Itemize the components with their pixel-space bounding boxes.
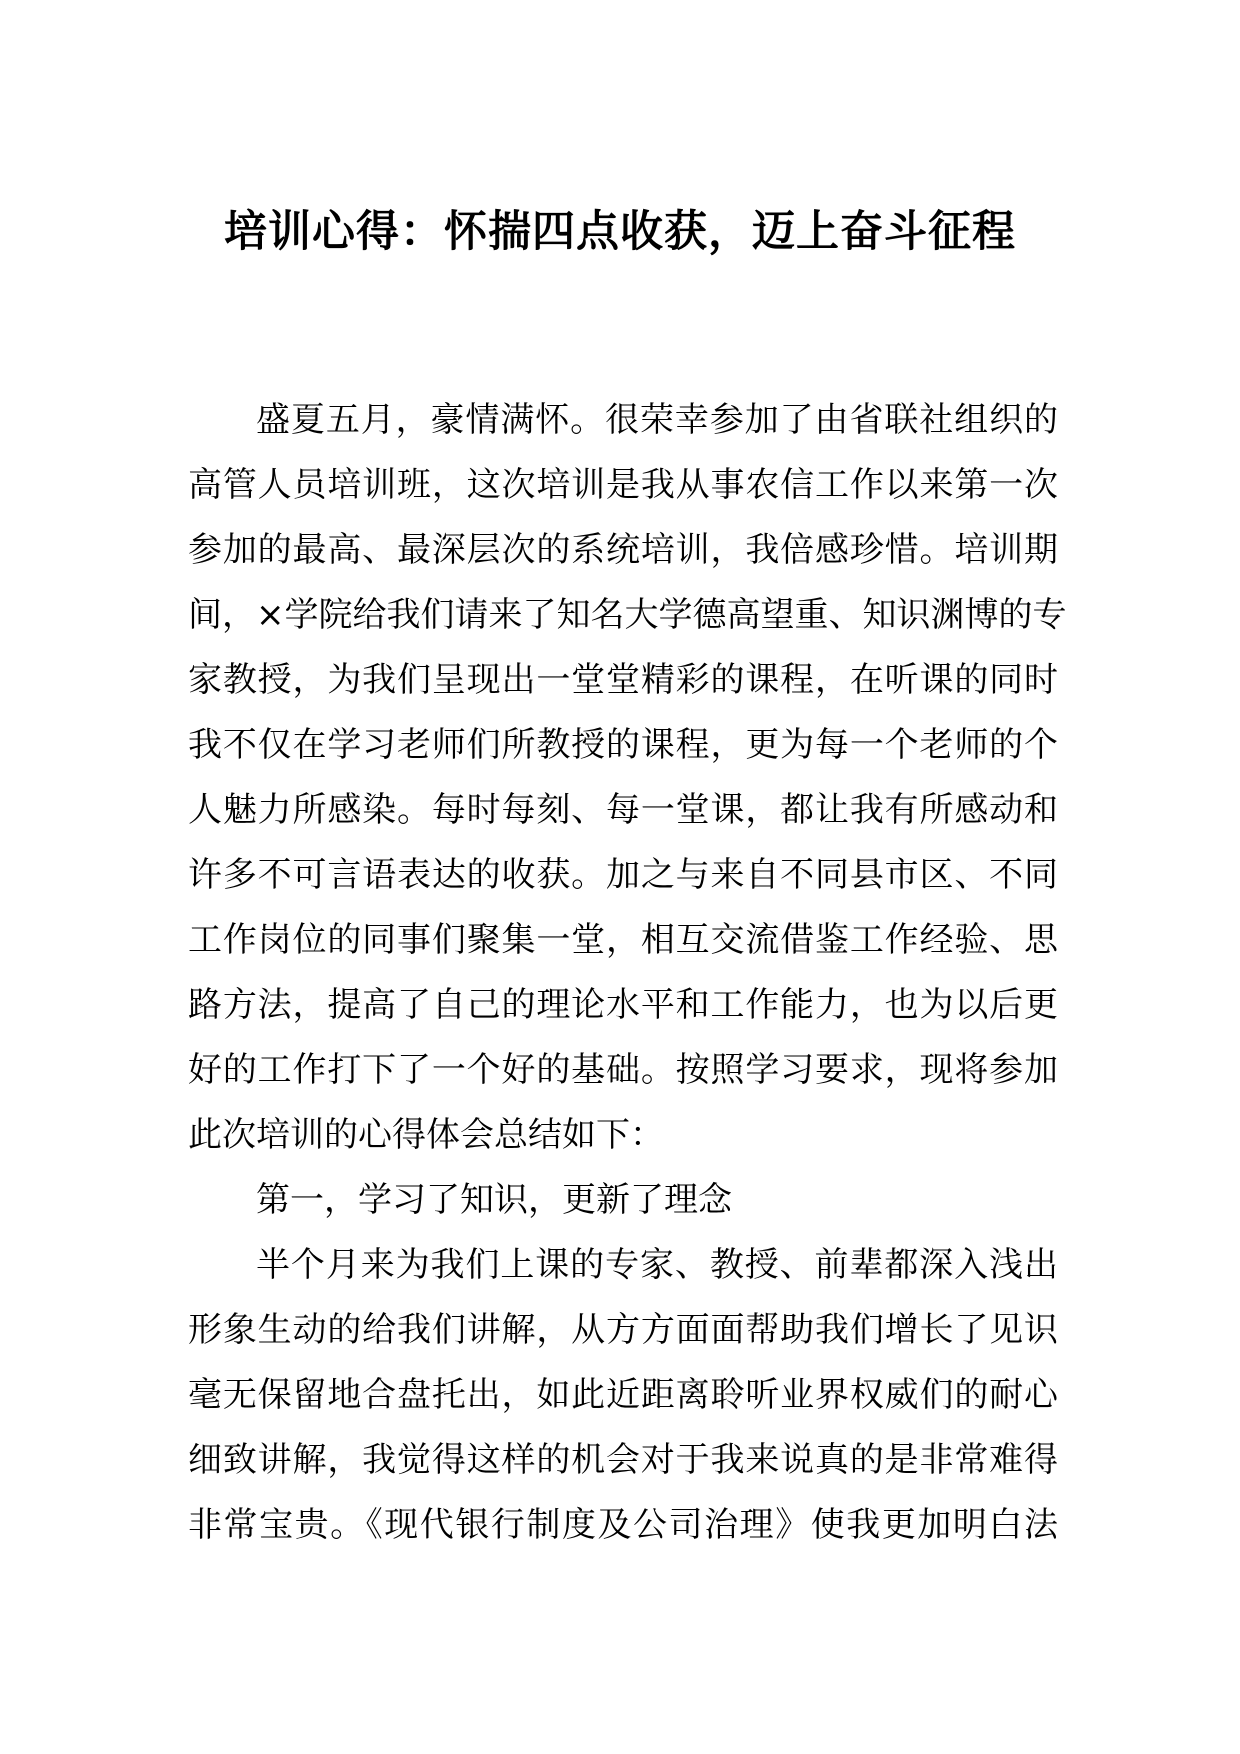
body-line: 人魅力所感染。每时每刻、每一堂课，都让我有所感动和: [188, 790, 1058, 830]
body-line: 非常宝贵。《现代银行制度及公司治理》使我更加明白法: [188, 1505, 1058, 1545]
body-line: 路方法，提高了自己的理论水平和工作能力，也为以后更: [188, 985, 1058, 1025]
body-line: 半个月来为我们上课的专家、教授、前辈都深入浅出: [256, 1245, 1058, 1285]
body-line: 我不仅在学习老师们所教授的课程，更为每一个老师的个: [188, 725, 1058, 765]
document-title: 培训心得：怀揣四点收获，迈上奋斗征程: [224, 207, 1016, 257]
body-line: 盛夏五月，豪情满怀。很荣幸参加了由省联社组织的: [256, 400, 1058, 440]
section-heading: 第一，学习了知识，更新了理念: [256, 1180, 732, 1220]
body-line: 形象生动的给我们讲解，从方方面面帮助我们增长了见识: [188, 1310, 1058, 1350]
document-body: [188, 388, 1067, 1558]
body-line: 工作岗位的同事们聚集一堂，相互交流借鉴工作经验、思: [188, 920, 1058, 960]
body-line: 参加的最高、最深层次的系统培训，我倍感珍惜。培训期: [188, 530, 1058, 570]
body-line: 好的工作打下了一个好的基础。按照学习要求，现将参加: [188, 1050, 1058, 1090]
body-line: 间，×学院给我们请来了知名大学德高望重、知识渊博的专: [188, 595, 1067, 635]
body-line: 高管人员培训班，这次培训是我从事农信工作以来第一次: [188, 465, 1058, 505]
body-line: 家教授，为我们呈现出一堂堂精彩的课程，在听课的同时: [188, 660, 1058, 700]
body-line: 许多不可言语表达的收获。加之与来自不同县市区、不同: [188, 855, 1058, 895]
body-line: 毫无保留地合盘托出，如此近距离聆听业界权威们的耐心: [188, 1375, 1058, 1415]
body-line: 此次培训的心得体会总结如下：: [188, 1115, 664, 1155]
body-line: 细致讲解，我觉得这样的机会对于我来说真的是非常难得: [188, 1440, 1058, 1480]
